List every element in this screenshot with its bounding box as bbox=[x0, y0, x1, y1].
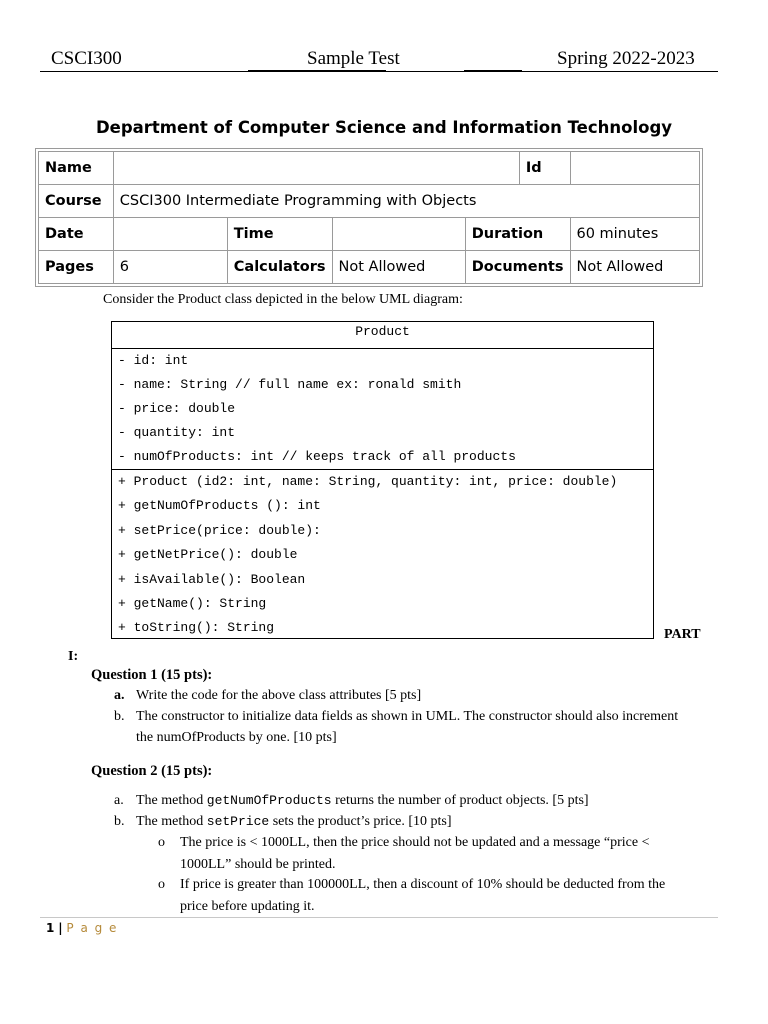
uml-attribute: - id: int bbox=[118, 353, 189, 368]
header-rule-left bbox=[40, 71, 248, 72]
q2-b-marker: b. bbox=[114, 814, 125, 829]
uml-attribute: - name: String // full name ex: ronald smith bbox=[118, 377, 462, 392]
header-rule-mid-right bbox=[464, 70, 522, 72]
question-1-title: Question 1 (15 pts): bbox=[91, 667, 213, 683]
uml-method: + Product (id2: int, name: String, quantity: int, price: double) bbox=[118, 474, 618, 489]
department-title: Department of Computer Science and Information Technology bbox=[95, 118, 673, 137]
uml-method: + setPrice(price: double): bbox=[118, 522, 321, 538]
q1-b-text-line2: the numOfProducts by one. [10 pts] bbox=[136, 730, 337, 745]
date-field[interactable] bbox=[113, 218, 227, 251]
q1-b-marker: b. bbox=[114, 709, 125, 724]
course-label: Course bbox=[39, 185, 114, 218]
uml-method: + toString(): String bbox=[118, 620, 275, 636]
pages-label: Pages bbox=[39, 251, 114, 284]
uml-method: + getName(): String bbox=[118, 595, 267, 611]
uml-methods bbox=[112, 470, 653, 641]
q1-b-text-line1: The constructor to initialize data fields as shown in UML. The constructor should also increment bbox=[136, 709, 679, 724]
uml-attribute: - price: double bbox=[118, 401, 236, 416]
uml-attribute: - numOfProducts: int // keeps track of all products bbox=[118, 449, 516, 464]
q2-a-method-name: getNumOfProducts bbox=[206, 793, 332, 808]
bullet-icon: o bbox=[158, 877, 165, 892]
course-value: CSCI300 Intermediate Programming with Objects bbox=[113, 185, 699, 218]
footer-page-number: 1 bbox=[46, 921, 55, 935]
q1-a-marker: a. bbox=[114, 688, 125, 703]
footer-separator: | bbox=[58, 921, 63, 935]
footer-rule bbox=[40, 917, 718, 918]
q2-b-method-name: setPrice bbox=[206, 814, 270, 829]
question-2-title: Question 2 (15 pts): bbox=[91, 763, 213, 779]
table-row bbox=[39, 251, 700, 284]
bullet-icon: o bbox=[158, 835, 165, 850]
q2-b-sub2-line1: If price is greater than 100000LL, then a discount of 10% should be deducted from the bbox=[180, 877, 666, 892]
uml-method: + getNumOfProducts (): int bbox=[118, 498, 321, 514]
table-row bbox=[39, 218, 700, 251]
uml-class-name: Product bbox=[112, 322, 653, 349]
q2-b-sub1-line1: The price is < 1000LL, then the price should not be updated and a message “price < bbox=[180, 835, 650, 850]
page-footer bbox=[46, 921, 118, 935]
uml-attributes bbox=[112, 349, 653, 470]
id-field[interactable] bbox=[570, 152, 700, 185]
documents-value: Not Allowed bbox=[570, 251, 700, 284]
pages-value: 6 bbox=[113, 251, 227, 284]
table-row bbox=[39, 185, 700, 218]
q2-a-marker: a. bbox=[114, 793, 124, 808]
header-rule-right bbox=[522, 71, 718, 72]
part-roman-numeral: I: bbox=[68, 649, 79, 664]
footer-page-word: P a g e bbox=[66, 921, 118, 935]
date-label: Date bbox=[39, 218, 114, 251]
header-course-code: CSCI300 bbox=[51, 48, 122, 69]
time-label: Time bbox=[227, 218, 332, 251]
uml-method: + getNetPrice(): double bbox=[118, 547, 298, 563]
q2-b-text bbox=[136, 814, 452, 830]
q2-a-post: returns the number of product objects. [5 pts] bbox=[335, 793, 589, 808]
name-field[interactable] bbox=[113, 152, 519, 185]
uml-method: + isAvailable(): Boolean bbox=[118, 571, 306, 587]
calculators-value: Not Allowed bbox=[332, 251, 465, 284]
documents-label: Documents bbox=[465, 251, 570, 284]
duration-label: Duration bbox=[465, 218, 570, 251]
uml-attribute: - quantity: int bbox=[118, 425, 236, 440]
q2-a-text bbox=[136, 793, 589, 809]
q2-b-pre: The method bbox=[136, 814, 204, 829]
duration-value: 60 minutes bbox=[570, 218, 700, 251]
table-row bbox=[39, 152, 700, 185]
calculators-label: Calculators bbox=[227, 251, 332, 284]
header-rule-mid bbox=[386, 71, 464, 72]
uml-class-diagram bbox=[111, 321, 654, 639]
exam-info-table bbox=[38, 151, 700, 284]
q2-b-sub2-line2: price before updating it. bbox=[180, 899, 315, 914]
header-semester: Spring 2022-2023 bbox=[557, 48, 695, 69]
q2-b-post: sets the product’s price. [10 pts] bbox=[272, 814, 452, 829]
q1-a-text: Write the code for the above class attributes [5 pts] bbox=[136, 688, 422, 703]
time-field[interactable] bbox=[332, 218, 465, 251]
header-rule-mid-left bbox=[248, 70, 386, 72]
header-doc-title: Sample Test bbox=[307, 48, 400, 69]
name-label: Name bbox=[39, 152, 114, 185]
uml-intro-text: Consider the Product class depicted in the below UML diagram: bbox=[103, 292, 463, 307]
part-label: PART bbox=[664, 627, 701, 642]
q2-b-sub1-line2: 1000LL” should be printed. bbox=[180, 857, 336, 872]
q2-a-pre: The method bbox=[136, 793, 204, 808]
id-label: Id bbox=[519, 152, 570, 185]
